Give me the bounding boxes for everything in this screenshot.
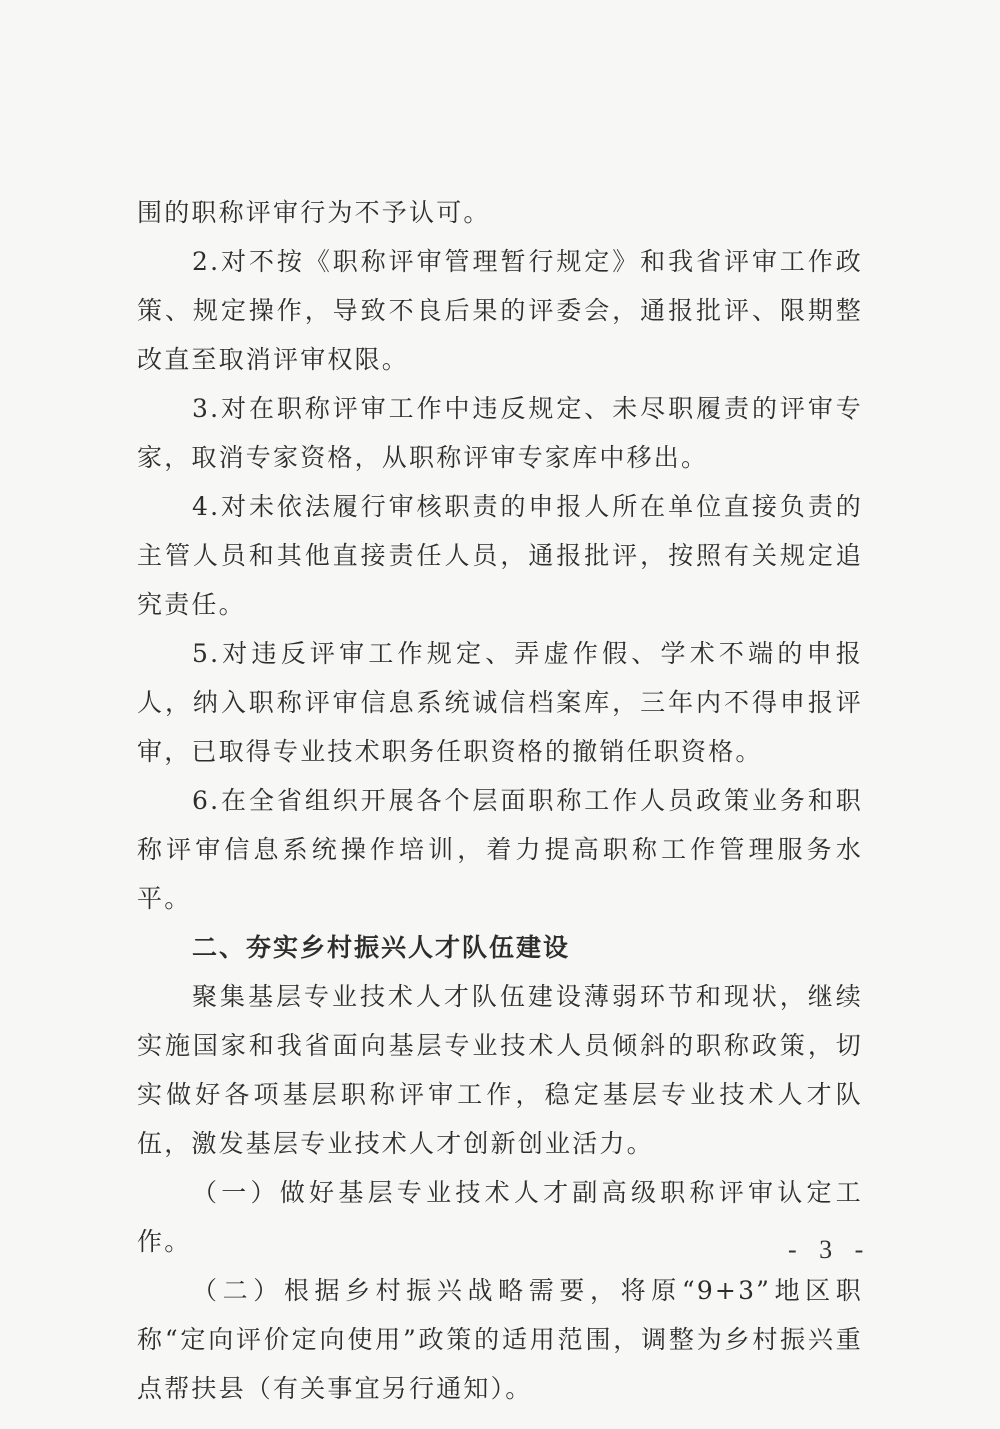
page-number: - 3 -	[788, 1235, 872, 1264]
body-text	[137, 188, 863, 1413]
paragraph-continuation: 围的职称评审行为不予认可。	[137, 198, 491, 227]
paragraph-item-6: 6.在全省组织开展各个层面职称工作人员政策业务和职称评审信息系统操作培训，着力提高职称工作管理服务水平。	[137, 786, 863, 913]
subitem-two: （二）根据乡村振兴战略需要，将原“9+3”地区职称“定向评价定向使用”政策的适用范围，调整为乡村振兴重点帮扶县（有关事宜另行通知）。	[137, 1276, 863, 1403]
section-intro-paragraph: 聚集基层专业技术人才队伍建设薄弱环节和现状，继续实施国家和我省面向基层专业技术人员倾斜的职称政策，切实做好各项基层职称评审工作，稳定基层专业技术人才队伍，激发基层专业技术人才创新创业活力。	[137, 982, 863, 1158]
paragraph-item-2: 2.对不按《职称评审管理暂行规定》和我省评审工作政策、规定操作，导致不良后果的评委会，通报批评、限期整改直至取消评审权限。	[137, 247, 863, 374]
section-heading: 二、夯实乡村振兴人才队伍建设	[192, 933, 571, 962]
paragraph-item-5: 5.对违反评审工作规定、弄虚作假、学术不端的申报人，纳入职称评审信息系统诚信档案库，三年内不得申报评审，已取得专业技术职务任职资格的撤销任职资格。	[137, 639, 863, 766]
subitem-one: （一）做好基层专业技术人才副高级职称评审认定工作。	[137, 1178, 863, 1256]
paragraph-item-3: 3.对在职称评审工作中违反规定、未尽职履责的评审专家，取消专家资格，从职称评审专家库中移出。	[137, 394, 863, 472]
paragraph-item-4: 4.对未依法履行审核职责的申报人所在单位直接负责的主管人员和其他直接责任人员，通报批评，按照有关规定追究责任。	[137, 492, 863, 619]
